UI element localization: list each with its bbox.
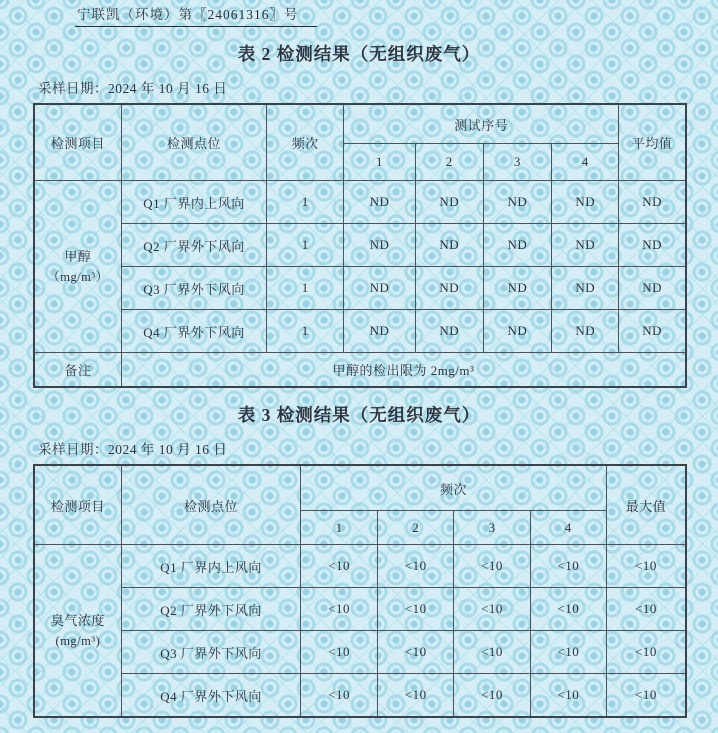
table2-header-point: 检测点位 [121,104,266,181]
max-cell: <10 [606,545,686,588]
value-cell: <10 [454,674,530,718]
value-cell: <10 [378,545,454,588]
table2-header-seq-4: 4 [552,144,619,181]
table-row [34,674,686,718]
value-cell: <10 [378,631,454,674]
frequency-cell: 1 [267,181,344,224]
table-row [34,545,686,588]
doc-number: 宁联凯（环境）第〖24061316〗号 [75,6,317,27]
value-cell: ND [344,310,416,353]
table-row [34,224,686,267]
table2-title: 表 2 检测结果（无组织废气） [237,44,481,64]
table3-header-point: 检测点位 [121,465,300,545]
value-cell: <10 [530,631,606,674]
value-cell: <10 [530,588,606,631]
table3-header-seq-1: 1 [301,511,378,545]
table-row [34,588,686,631]
remark-row [34,353,686,388]
table2-header-seq-3: 3 [483,144,551,181]
point-cell: Q4 厂界外下风向 [121,310,266,353]
table2-item-cell [34,181,121,353]
average-cell: ND [619,310,686,353]
table2-header-item: 检测项目 [34,104,121,181]
point-cell: Q3 厂界外下风向 [121,631,300,674]
value-cell: <10 [301,545,378,588]
frequency-cell: 1 [267,267,344,310]
value-cell: <10 [378,674,454,718]
max-cell: <10 [606,674,686,718]
point-cell: Q2 厂界外下风向 [121,588,300,631]
value-cell: ND [415,224,483,267]
table3-header-max: 最大值 [606,465,686,545]
value-cell: <10 [454,631,530,674]
value-cell: ND [483,181,551,224]
table3-item-cell [34,545,121,718]
value-cell: <10 [378,588,454,631]
item-unit: (mg/m³) [55,633,101,648]
table3-header-item: 检测项目 [34,465,121,545]
table3-header-seq-4: 4 [530,511,606,545]
item-unit: （mg/m³） [47,269,109,284]
table-row [34,310,686,353]
value-cell: <10 [454,588,530,631]
average-cell: ND [619,224,686,267]
value-cell: ND [483,224,551,267]
value-cell: ND [552,267,619,310]
table2-header-seq-1: 1 [344,144,416,181]
table2-header-frequency: 频次 [267,104,344,181]
point-cell: Q4 厂界外下风向 [121,674,300,718]
value-cell: ND [483,310,551,353]
average-cell: ND [619,267,686,310]
table2-header-seq-2: 2 [415,144,483,181]
table2-results [33,103,687,388]
point-cell: Q2 厂界外下风向 [121,224,266,267]
value-cell: <10 [301,674,378,718]
point-cell: Q1 厂界内上风向 [121,545,300,588]
point-cell: Q1 厂界内上风向 [121,181,266,224]
value-cell: ND [344,267,416,310]
value-cell: ND [552,181,619,224]
table-row [34,631,686,674]
table3-sampling-date: 采样日期：2024 年 10 月 16 日 [38,442,228,457]
frequency-cell: 1 [267,224,344,267]
value-cell: <10 [301,631,378,674]
table2-header-average: 平均值 [619,104,686,181]
table-row [34,181,686,224]
frequency-cell: 1 [267,310,344,353]
value-cell: <10 [301,588,378,631]
remark-text: 甲醇的检出限为 2mg/m³ [121,353,686,388]
value-cell: ND [344,224,416,267]
table-row [34,267,686,310]
table3-title: 表 3 检测结果（无组织废气） [237,405,481,425]
max-cell: <10 [606,631,686,674]
item-name: 甲醇 [64,248,92,264]
value-cell: ND [552,224,619,267]
value-cell: <10 [530,545,606,588]
value-cell: <10 [530,674,606,718]
value-cell: <10 [454,545,530,588]
item-name: 臭气浓度 [50,612,105,628]
value-cell: ND [415,267,483,310]
value-cell: ND [483,267,551,310]
value-cell: ND [415,310,483,353]
max-cell: <10 [606,588,686,631]
average-cell: ND [619,181,686,224]
table2-sampling-date: 采样日期：2024 年 10 月 16 日 [38,81,228,96]
table3-header-seq-3: 3 [454,511,530,545]
remark-label: 备注 [34,353,121,388]
value-cell: ND [552,310,619,353]
value-cell: ND [415,181,483,224]
table3-header-seq-2: 2 [378,511,454,545]
table3-header-frequency-group: 频次 [301,465,607,511]
table2-header-sequence-group: 测试序号 [344,104,619,144]
point-cell: Q3 厂界外下风向 [121,267,266,310]
table3-results [33,464,687,718]
value-cell: ND [344,181,416,224]
